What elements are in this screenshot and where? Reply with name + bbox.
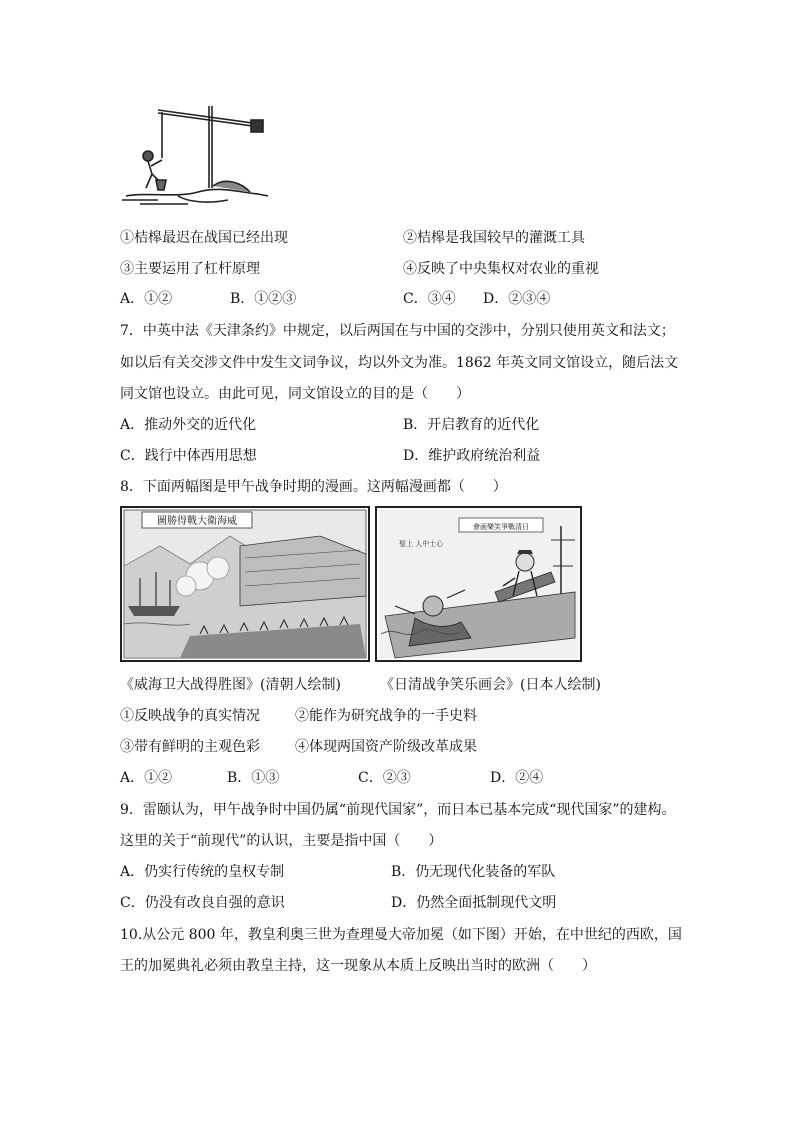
q7-stem-line-1: 7．中英中法《天津条约》中规定，以后两国在与中国的交涉中，分别只使用英文和法文； [120,323,675,339]
q6-choice-c[interactable]: C．③④ [403,291,456,307]
q7-stem-line-2: 如以后有关交涉文件中发生文词争议，均以外文为准。1862 年英文同文馆设立，随后法文 [120,355,679,371]
japanese-cartoon-banner-text: 會画樂笑爭戰清日 [473,523,529,531]
weihaiwei-banner-text: 圖勝得戰大衛海威 [157,516,237,527]
japanese-satire-cartoon [375,506,582,662]
q8-stem: 8．下面两幅图是甲午战争时期的漫画。这两幅漫画都（ ） [120,479,507,495]
japanese-cartoon-scribble: 聖上 人中士心 [399,540,444,548]
q7-choice-a[interactable]: A．推动外交的近代化 [120,417,257,433]
q6-option-1: ①桔槔最迟在战国已经出现 [120,230,288,246]
q8-caption-right: 《日清战争笑乐画会》(日本人绘制) [380,677,601,693]
q9-stem-line-2: 这里的关于“前现代”的认识，主要是指中国（ ） [120,833,443,849]
q6-choice-b[interactable]: B．①②③ [230,291,297,307]
q6-option-3: ③主要运用了杠杆原理 [120,261,260,277]
well-sweep-shaduf-illustration-icon [122,106,268,204]
q7-choice-c[interactable]: C．践行中体西用思想 [120,448,257,464]
q10-stem-line-1: 10.从公元 800 年，教皇利奥三世为查理曼大帝加冕（如下图）开始，在中世纪的西欧，国 [120,927,682,943]
weihaiwei-battle-print [120,506,370,662]
q8-option-1: ①反映战争的真实情况 [120,708,260,724]
q7-choice-b[interactable]: B．开启教育的近代化 [403,417,540,433]
q9-choice-b[interactable]: B．仍无现代化装备的军队 [391,864,556,880]
q6-option-2: ②桔槔是我国较早的灌溉工具 [403,230,585,246]
q9-choice-d[interactable]: D．仍然全面抵制现代文明 [391,895,557,911]
q8-choice-c[interactable]: C．②③ [358,770,411,786]
q8-option-3: ③带有鲜明的主观色彩 [120,739,260,755]
q8-option-2: ②能作为研究战争的一手史料 [295,708,477,724]
weihaiwei-battle-print-icon [121,507,369,661]
q8-option-4: ④体现两国资产阶级改革成果 [295,739,477,755]
q7-choice-d[interactable]: D．维护政府统治利益 [403,448,541,464]
q6-choice-d[interactable]: D．②③④ [483,291,551,307]
well-sweep-illustration [118,100,276,210]
q9-choice-c[interactable]: C．仍没有改良自强的意识 [120,895,285,911]
q8-choice-b[interactable]: B．①③ [227,770,280,786]
q9-stem-line-1: 9．雷颐认为，甲午战争时中国仍属“前现代国家”，而日本已基本完成“现代国家”的建构。 [120,802,676,818]
q6-choice-a[interactable]: A．①② [120,291,173,307]
q8-choice-d[interactable]: D．②④ [490,770,544,786]
q9-choice-a[interactable]: A．仍实行传统的皇权专制 [120,864,285,880]
q10-stem-line-2: 王的加冕典礼必须由教皇主持，这一现象从本质上反映出当时的欧洲（ ） [120,958,596,974]
q8-caption-left: 《威海卫大战得胜图》(清朝人绘制) [120,677,341,693]
q6-option-4: ④反映了中央集权对农业的重视 [403,261,599,277]
q7-stem-line-3: 同文馆也设立。由此可见，同文馆设立的目的是（ ） [120,386,470,402]
q8-choice-a[interactable]: A．①② [120,770,173,786]
